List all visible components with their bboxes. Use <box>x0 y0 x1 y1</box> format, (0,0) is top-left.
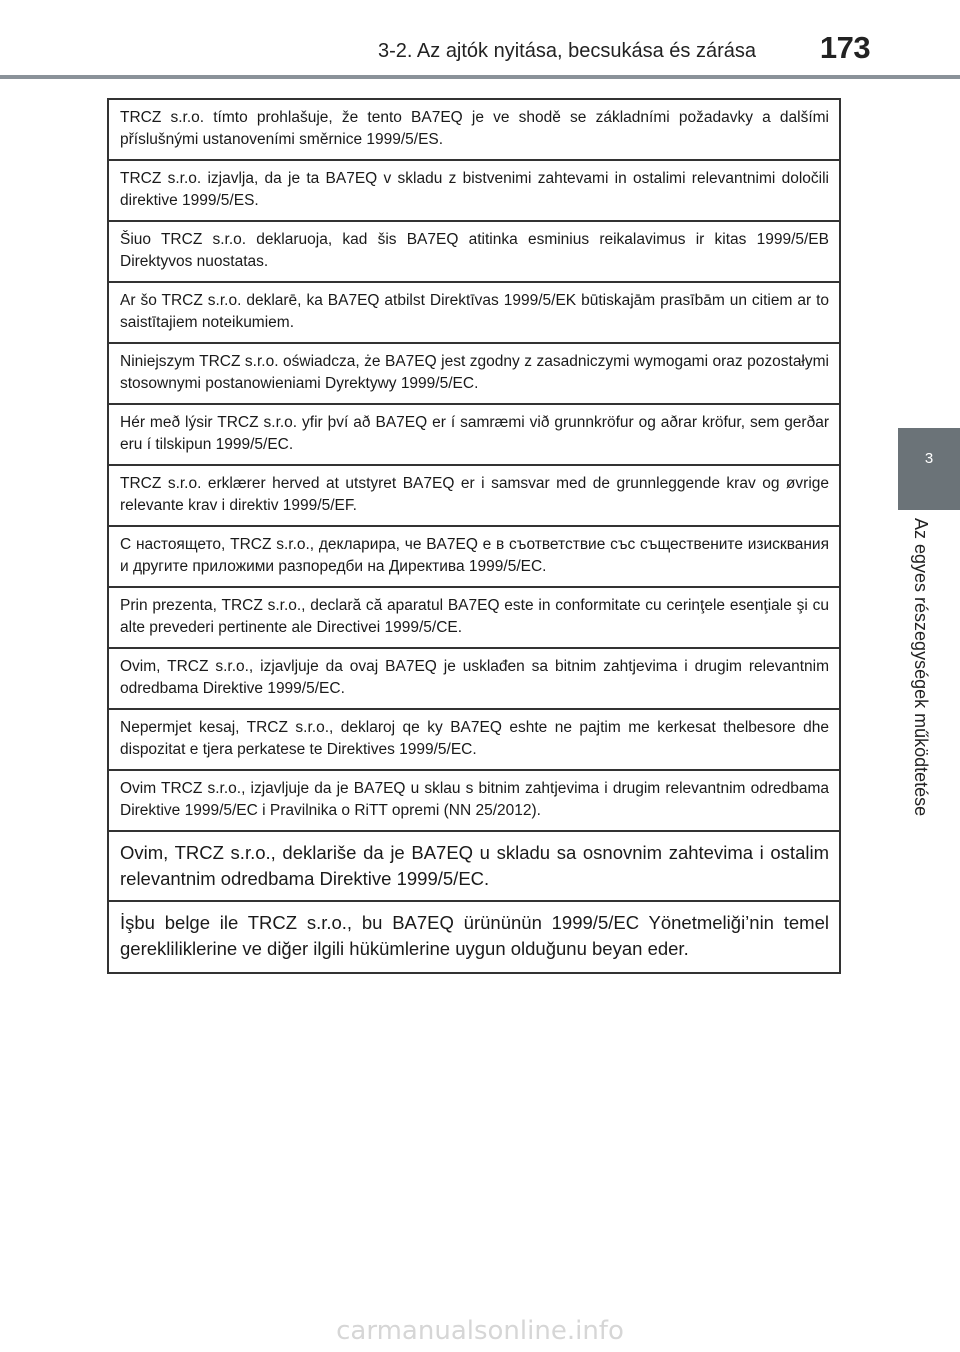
watermark: carmanualsonline.info <box>336 1316 624 1346</box>
page-number: 173 <box>819 30 871 65</box>
declaration-serbian: Ovim, TRCZ s.r.o., deklariše da je BA7EQ u skladu sa osnovnim zahtevima i ostalim relevantnim odredbama Direktive 1999/5/EC. <box>109 832 839 902</box>
declaration-croatian: Ovim TRCZ s.r.o., izjavljuje da je BA7EQ u sklau s bitnim zahtjevima i drugim relevantnim odredbama Direktive 1999/5/EC i Pravilnika o RiTT opremi (NN 25/2012). <box>109 771 839 832</box>
declaration-norwegian: TRCZ s.r.o. erklærer herved at utstyret BA7EQ er i samsvar med de grunnleggende krav og øvrige relevante krav i direktiv 1999/5/EF. <box>109 466 839 527</box>
header-divider <box>0 75 960 79</box>
declaration-romanian: Prin prezenta, TRCZ s.r.o., declară că aparatul BA7EQ este in conformitate cu cerinţele esenţiale şi cu alte prevederi pertinente ale Directivei 1999/5/CE. <box>109 588 839 649</box>
declaration-albanian: Nepermjet kesaj, TRCZ s.r.o., deklaroj qe ky BA7EQ eshte ne pajtim me kerkesat thelbesore dhe dispozitat e tjera perkatese te Direktives 1999/5/EC. <box>109 710 839 771</box>
declaration-latvian: Ar šo TRCZ s.r.o. deklarē, ka BA7EQ atbilst Direktīvas 1999/5/EK būtiskajām prasībām un citiem ar to saistītajiem noteikumiem. <box>109 283 839 344</box>
declaration-table <box>107 98 841 974</box>
declaration-polish: Niniejszym TRCZ s.r.o. oświadcza, że BA7EQ jest zgodny z zasadniczymi wymogami oraz pozostałymi stosownymi postanowieniami Dyrektywy 1999/5/EC. <box>109 344 839 405</box>
chapter-tab-number: 3 <box>924 450 934 467</box>
declaration-lithuanian: Šiuo TRCZ s.r.o. deklaruoja, kad šis BA7EQ atitinka esminius reikalavimus ir kitas 1999/5/EB Direktyvos nuostatas. <box>109 222 839 283</box>
chapter-tab-label: Az egyes részegységek működtetése <box>911 518 931 817</box>
declaration-icelandic: Hér með lýsir TRCZ s.r.o. yfir því að BA7EQ er í samræmi við grunnkröfur og aðrar kröfur, sem gerðar eru í tilskipun 1999/5/EC. <box>109 405 839 466</box>
declaration-turkish: İşbu belge ile TRCZ s.r.o., bu BA7EQ ürününün 1999/5/EC Yönetmeliği’nin temel gerekliliklerine ve diğer ilgili hükümlerine uygun olduğunu beyan eder. <box>120 912 829 959</box>
declaration-bosnian: Ovim, TRCZ s.r.o., izjavljuje da ovaj BA7EQ je usklađen sa bitnim zahtjevima i drugim relevantnim odredbama Direktive 1999/5/EC. <box>109 649 839 710</box>
declaration-slovenian: TRCZ s.r.o. izjavlja, da je ta BA7EQ v skladu z bistvenimi zahtevami in ostalimi relevantnimi določili direktive 1999/5/ES. <box>109 161 839 222</box>
chapter-tab <box>898 428 960 510</box>
declaration-czech: TRCZ s.r.o. tímto prohlašuje, že tento BA7EQ je ve shodě se základními požadavky a dalšími příslušnými ustanoveními směrnice 1999/5/ES. <box>109 100 839 161</box>
page-header-title: 3-2. Az ajtók nyitása, becsukása és zárása <box>378 40 756 62</box>
declaration-bulgarian: С настоящето, TRCZ s.r.o., декларира, че BA7EQ е в съответствие със съществените изисквания и другите приложими разпоредби на Директива 1999/5/EC. <box>109 527 839 588</box>
